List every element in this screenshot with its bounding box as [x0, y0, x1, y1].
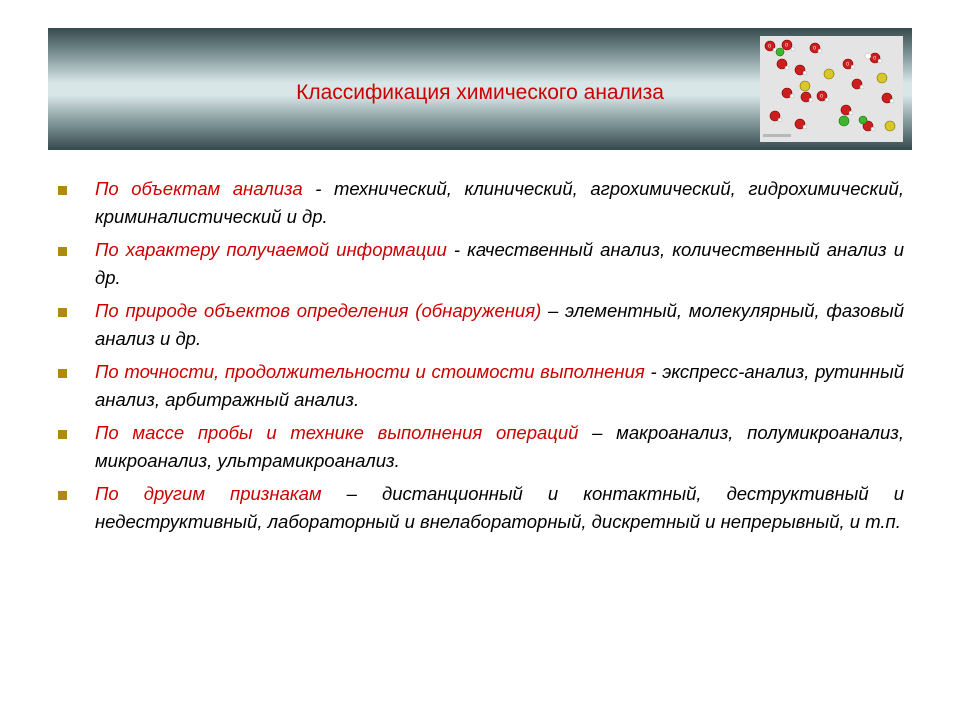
bullet-lead: По другим признакам: [95, 483, 322, 504]
list-item: [58, 297, 904, 353]
svg-text:O: O: [820, 93, 824, 99]
svg-text:O: O: [813, 45, 817, 51]
bullet-lead: По характеру получаемой информации: [95, 239, 447, 260]
bullet-text: – элементный, молекулярный, фазовый анализ и др.: [95, 300, 905, 349]
bullet-marker: [58, 430, 67, 439]
bullet-marker: [58, 369, 67, 378]
bullet-marker: [58, 491, 67, 500]
bullet-text: – дистанционный и контактный, деструктивный и недеструктивный, лабораторный и внелабораторный, дискретный и непрерывный, и т.п.: [95, 483, 904, 532]
bullet-lead: По массе пробы и технике выполнения операций: [95, 422, 579, 443]
bullet-text: - технический, клинический, агрохимический, гидрохимический, криминалистический и др.: [95, 178, 904, 227]
bullet-lead: По природе объектов определения (обнаружения): [95, 300, 542, 321]
bullet-text: - экспресс-анализ, рутинный анализ, арбитражный анализ.: [95, 361, 904, 410]
classification-list: [58, 175, 904, 541]
list-item: [58, 236, 904, 292]
svg-text:O: O: [785, 42, 789, 48]
list-item: [58, 419, 904, 475]
molecules-image: [760, 36, 903, 142]
svg-text:O: O: [768, 43, 772, 49]
bullet-marker: [58, 247, 67, 256]
bullet-lead: По объектам анализа: [95, 178, 303, 199]
bullet-marker: [58, 186, 67, 195]
molecules-illustration: [760, 36, 903, 142]
svg-text:O: O: [873, 55, 877, 61]
bullet-text: – макроанализ, полумикроанализ, микроанализ, ультрамикроанализ.: [95, 422, 904, 471]
svg-text:O: O: [846, 61, 850, 67]
slide-title: Классификация химического анализа: [296, 81, 664, 104]
bullet-text: - качественный анализ, количественный анализ и др.: [95, 239, 904, 288]
list-item: [58, 480, 904, 536]
list-item: [58, 175, 904, 231]
bullet-marker: [58, 308, 67, 317]
bullet-lead: По точности, продолжительности и стоимости выполнения: [95, 361, 645, 382]
list-item: [58, 358, 904, 414]
